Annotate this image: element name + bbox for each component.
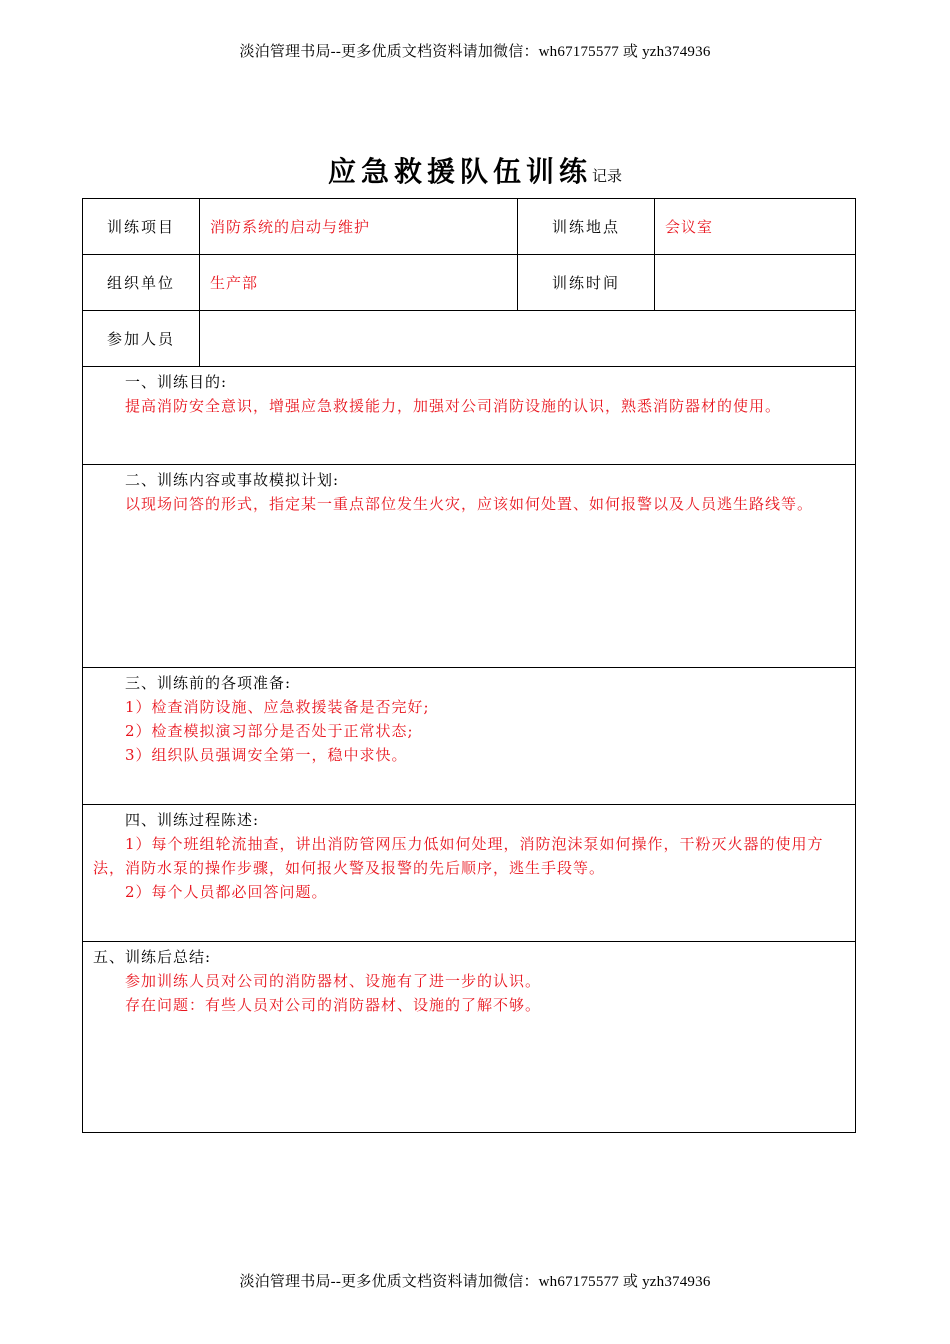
process-item: 1）每个班组轮流抽查，讲出消防管网压力低如何处理，消防泡沫泵如何操作，干粉灭火器的使用方法，消防水泵的操作步骤，如何报火警及报警的先后顺序，逃生手段等。	[93, 835, 824, 877]
summary-heading: 五、训练后总结:	[93, 948, 212, 966]
location-value[interactable]: 会议室	[655, 199, 856, 255]
summary-line: 参加训练人员对公司的消防器材、设施有了进一步的认识。	[125, 972, 542, 990]
section-summary[interactable]	[83, 942, 856, 1133]
participants-value[interactable]	[200, 311, 856, 367]
time-label: 训练时间	[518, 255, 655, 311]
section-content[interactable]	[83, 465, 856, 668]
preparation-heading: 三、训练前的各项准备:	[125, 674, 292, 692]
time-value[interactable]	[655, 255, 856, 311]
header-note: 淡泊管理书局--更多优质文档资料请加微信：wh67175577 或 yzh374936	[239, 44, 711, 60]
summary-line: 存在问题：有些人员对公司的消防器材、设施的了解不够。	[125, 996, 542, 1014]
title-main: 应急救援队伍训练	[327, 155, 592, 188]
project-value[interactable]: 消防系统的启动与维护	[200, 199, 518, 255]
purpose-text: 提高消防安全意识，增强应急救援能力，加强对公司消防设施的认识，熟悉消防器材的使用。	[125, 397, 782, 415]
preparation-item: 3）组织队员强调安全第一，稳中求快。	[125, 746, 408, 764]
process-heading: 四、训练过程陈述:	[125, 811, 260, 829]
page-title	[0, 150, 950, 190]
location-label: 训练地点	[518, 199, 655, 255]
section-process[interactable]	[83, 805, 856, 942]
content-text: 以现场问答的形式，指定某一重点部位发生火灾，应该如何处置、如何报警以及人员逃生路线等。	[125, 495, 814, 513]
title-sub: 记录	[592, 167, 623, 185]
unit-label: 组织单位	[83, 255, 200, 311]
section-purpose[interactable]	[83, 367, 856, 465]
section-preparation[interactable]	[83, 668, 856, 805]
content-heading: 二、训练内容或事故模拟计划:	[125, 471, 340, 489]
project-label: 训练项目	[83, 199, 200, 255]
unit-value[interactable]: 生产部	[200, 255, 518, 311]
purpose-heading: 一、训练目的:	[125, 373, 228, 391]
preparation-item: 1）检查消防设施、应急救援装备是否完好;	[125, 698, 430, 716]
training-record-form	[82, 198, 856, 1133]
preparation-item: 2）检查模拟演习部分是否处于正常状态;	[125, 722, 414, 740]
footer-note: 淡泊管理书局--更多优质文档资料请加微信：wh67175577 或 yzh374936	[239, 1274, 711, 1290]
participants-label: 参加人员	[83, 311, 200, 367]
process-item: 2）每个人员都必回答问题。	[125, 883, 328, 901]
